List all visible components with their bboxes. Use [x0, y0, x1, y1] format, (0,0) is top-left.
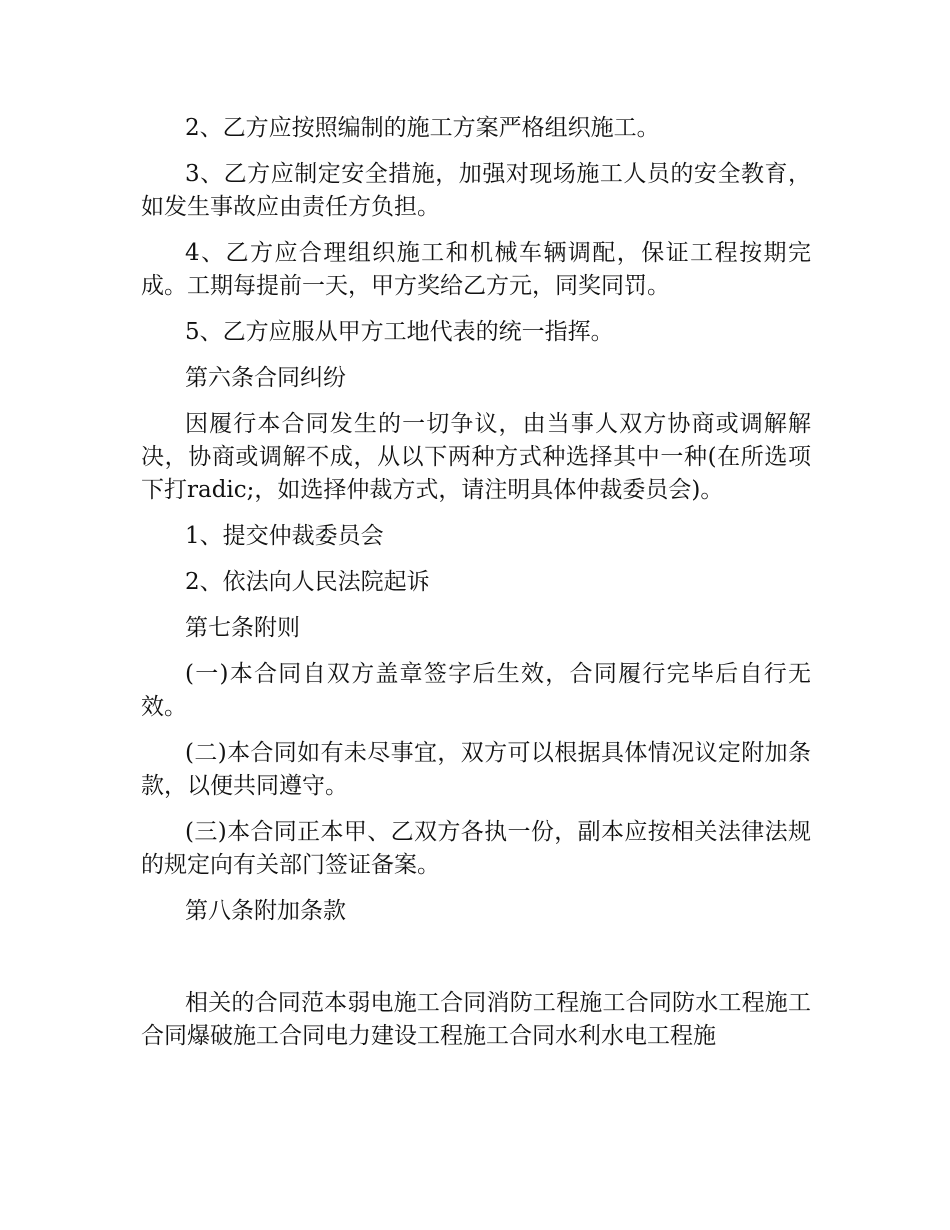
section-heading: 第七条附则	[185, 615, 300, 641]
clause-paragraph: 3、乙方应制定安全措施，加强对现场施工人员的安全教育，如发生事故应由责任方负担。	[141, 161, 811, 220]
option-item: 2、依法向人民法院起诉	[185, 569, 430, 595]
clause-paragraph: (一)本合同自双方盖章签字后生效，合同履行完毕后自行无效。	[141, 661, 811, 720]
clause-paragraph: 4、乙方应合理组织施工和机械车辆调配，保证工程按期完成。工期每提前一天，甲方奖给乙方元，同奖同罚。	[141, 240, 811, 299]
clause-paragraph: (二)本合同如有未尽事宜，双方可以根据具体情况议定附加条款，以便共同遵守。	[141, 740, 811, 799]
option-item: 1、提交仲裁委员会	[185, 523, 384, 549]
clause-paragraph: 因履行本合同发生的一切争议，由当事人双方协商或调解解决，协商或调解不成，从以下两种方式种选择其中一种(在所选项下打radic;，如选择仲裁方式，请注明具体仲裁委员会)。	[141, 411, 811, 503]
related-templates-paragraph: 相关的合同范本弱电施工合同消防工程施工合同防水工程施工合同爆破施工合同电力建设工程施工合同水利水电工程施	[141, 990, 811, 1049]
section-heading: 第八条附加条款	[185, 898, 346, 924]
document-body	[141, 112, 811, 1066]
blank-gap	[141, 941, 811, 987]
clause-paragraph: (三)本合同正本甲、乙双方各执一份，副本应按相关法律法规的规定向有关部门签证备案。	[141, 819, 811, 878]
clause-paragraph: 5、乙方应服从甲方工地代表的统一指挥。	[185, 319, 614, 345]
clause-paragraph: 2、乙方应按照编制的施工方案严格组织施工。	[185, 115, 660, 141]
section-heading: 第六条合同纠纷	[185, 365, 346, 391]
